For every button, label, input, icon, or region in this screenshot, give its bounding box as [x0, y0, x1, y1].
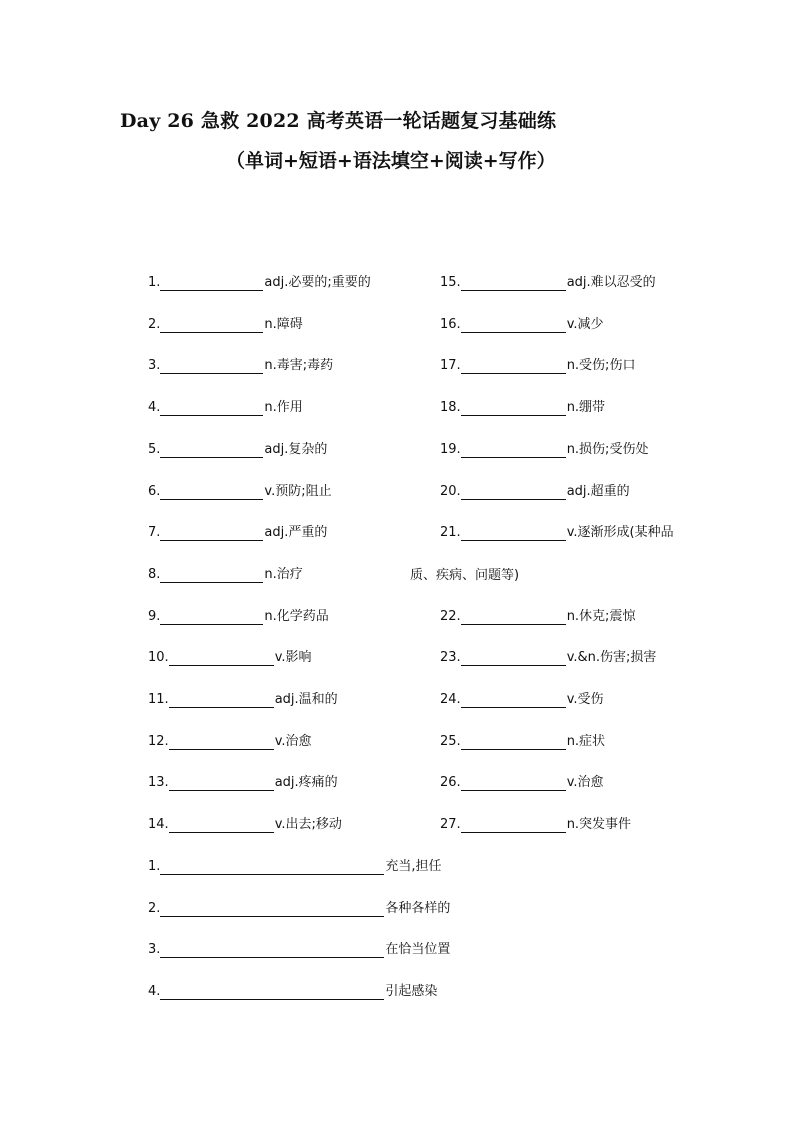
item-definition: 引起感染 — [385, 984, 438, 1000]
item-definition: v.预防;阻止 — [264, 483, 332, 499]
item-number: 12. — [148, 733, 169, 749]
item-definition: 在恰当位置 — [385, 942, 451, 958]
answer-blank[interactable] — [461, 276, 566, 291]
vocab-item-left — [148, 692, 338, 708]
vocab-item-right — [440, 734, 605, 750]
item-definition: n.突发事件 — [566, 817, 632, 833]
answer-blank[interactable] — [160, 443, 263, 458]
answer-blank[interactable] — [461, 735, 566, 750]
item-number: 1. — [148, 859, 161, 874]
answer-blank[interactable] — [461, 526, 566, 541]
document-title: Day 26 急救 2022 高考英语一轮话题复习基础练 — [120, 110, 557, 132]
item-number: 3. — [148, 358, 161, 374]
answer-blank[interactable] — [461, 318, 566, 333]
vocab-item-left — [148, 400, 303, 416]
vocab-item-left — [148, 817, 342, 833]
vocab-item-left — [148, 567, 303, 583]
item-number: 14. — [148, 817, 169, 833]
item-number: 24. — [440, 692, 461, 707]
vocab-item-right — [440, 775, 604, 791]
answer-blank[interactable] — [160, 902, 384, 917]
answer-blank[interactable] — [160, 610, 263, 625]
vocab-item-left — [148, 775, 338, 791]
answer-blank[interactable] — [160, 359, 263, 374]
vocab-item-right — [440, 275, 656, 291]
vocab-item-left — [148, 484, 332, 500]
item-definition: v.影响 — [274, 650, 312, 666]
item-number: 2. — [148, 316, 161, 332]
item-number: 23. — [440, 650, 461, 666]
item-definition: n.受伤;伤口 — [566, 358, 636, 374]
phrase-item — [148, 984, 437, 1000]
item-definition: v.&n.伤害;损害 — [566, 650, 657, 666]
item-number: 15. — [440, 275, 461, 290]
item-number: 21. — [440, 525, 461, 541]
vocab-item-right — [440, 525, 674, 541]
vocab-item-left — [148, 734, 312, 750]
answer-blank[interactable] — [160, 401, 263, 416]
answer-blank[interactable] — [169, 651, 274, 666]
item-number: 8. — [148, 566, 161, 582]
answer-blank[interactable] — [160, 318, 263, 333]
answer-blank[interactable] — [160, 568, 263, 583]
vocab-item-right — [440, 442, 648, 458]
item-definition: adj.疼痛的 — [274, 775, 338, 791]
item-number: 2. — [148, 900, 161, 916]
item-number: 13. — [148, 775, 169, 791]
vocab-item-right — [440, 358, 635, 374]
item-number: 17. — [440, 358, 461, 374]
answer-blank[interactable] — [461, 651, 566, 666]
vocab-item-right — [440, 317, 604, 333]
answer-blank[interactable] — [461, 610, 566, 625]
answer-blank[interactable] — [160, 526, 263, 541]
answer-blank[interactable] — [160, 985, 384, 1000]
item-number: 1. — [148, 275, 161, 290]
answer-blank[interactable] — [169, 693, 274, 708]
item-number: 25. — [440, 733, 461, 749]
phrase-item — [148, 901, 450, 917]
answer-blank[interactable] — [461, 401, 566, 416]
item-definition: n.休克;震惊 — [566, 608, 636, 624]
item-number: 18. — [440, 400, 461, 416]
vocab-item-left — [148, 650, 312, 666]
answer-blank[interactable] — [461, 485, 566, 500]
item-number: 4. — [148, 400, 161, 416]
item-number: 26. — [440, 775, 461, 791]
item-number: 16. — [440, 316, 461, 332]
item-definition: n.作用 — [264, 400, 303, 416]
item-definition: n.治疗 — [264, 566, 303, 582]
item-definition: adj.超重的 — [566, 483, 630, 499]
item-number: 6. — [148, 483, 161, 499]
answer-blank[interactable] — [461, 776, 566, 791]
item-number: 22. — [440, 608, 461, 624]
vocab-item-left — [148, 609, 329, 625]
vocab-item-left — [148, 275, 371, 291]
answer-blank[interactable] — [169, 818, 274, 833]
vocab-item-right — [440, 400, 605, 416]
item-definition: adj.复杂的 — [264, 441, 328, 457]
item-definition: v.治愈 — [566, 775, 604, 791]
item-definition: n.毒害;毒药 — [264, 358, 334, 374]
answer-blank[interactable] — [160, 860, 384, 875]
item-number: 5. — [148, 441, 161, 457]
item-number: 10. — [148, 650, 169, 666]
vocab-item-right — [440, 484, 630, 500]
item-definition: v.治愈 — [274, 733, 312, 749]
item-definition: n.障碍 — [264, 316, 303, 332]
item-number: 19. — [440, 441, 461, 457]
vocab-item-right — [440, 650, 656, 666]
item-number: 3. — [148, 942, 161, 958]
answer-blank[interactable] — [461, 818, 566, 833]
vocab-item-left — [148, 317, 303, 333]
item-number: 11. — [148, 692, 169, 707]
item-definition: 充当,担任 — [385, 859, 442, 874]
item-definition: v.出去;移动 — [274, 817, 342, 833]
answer-blank[interactable] — [461, 693, 566, 708]
item-definition: v.逐渐形成(某种品 — [566, 525, 674, 541]
item-number: 9. — [148, 608, 161, 624]
vocab-item-left — [148, 358, 333, 374]
document-subtitle: （单词+短语+语法填空+阅读+写作） — [226, 150, 556, 172]
answer-blank[interactable] — [160, 943, 384, 958]
item-definition: adj.难以忍受的 — [566, 275, 656, 290]
vocab-item-right — [440, 692, 604, 708]
vocab-item-left — [148, 525, 327, 541]
item-definition: adj.严重的 — [264, 525, 328, 541]
vocab-21-continuation: 质、疾病、问题等) — [410, 568, 520, 583]
vocab-item-right — [440, 609, 635, 625]
phrase-item — [148, 859, 442, 875]
answer-blank[interactable] — [169, 776, 274, 791]
item-definition: n.损伤;受伤处 — [566, 441, 649, 457]
item-definition: 各种各样的 — [385, 900, 451, 916]
vocab-item-left — [148, 442, 327, 458]
vocab-item-right — [440, 817, 631, 833]
answer-blank[interactable] — [169, 735, 274, 750]
item-definition: n.化学药品 — [264, 608, 329, 624]
item-number: 27. — [440, 817, 461, 833]
item-definition: n.症状 — [566, 733, 606, 749]
item-definition: adj.温和的 — [274, 692, 338, 707]
answer-blank[interactable] — [160, 276, 263, 291]
item-number: 20. — [440, 483, 461, 499]
item-number: 4. — [148, 984, 161, 1000]
answer-blank[interactable] — [160, 485, 263, 500]
item-definition: n.绷带 — [566, 400, 606, 416]
item-number: 7. — [148, 525, 161, 541]
answer-blank[interactable] — [461, 359, 566, 374]
phrase-item — [148, 942, 450, 958]
answer-blank[interactable] — [461, 443, 566, 458]
item-definition: adj.必要的;重要的 — [264, 275, 371, 290]
item-definition: v.减少 — [566, 316, 604, 332]
item-definition: v.受伤 — [566, 692, 604, 707]
